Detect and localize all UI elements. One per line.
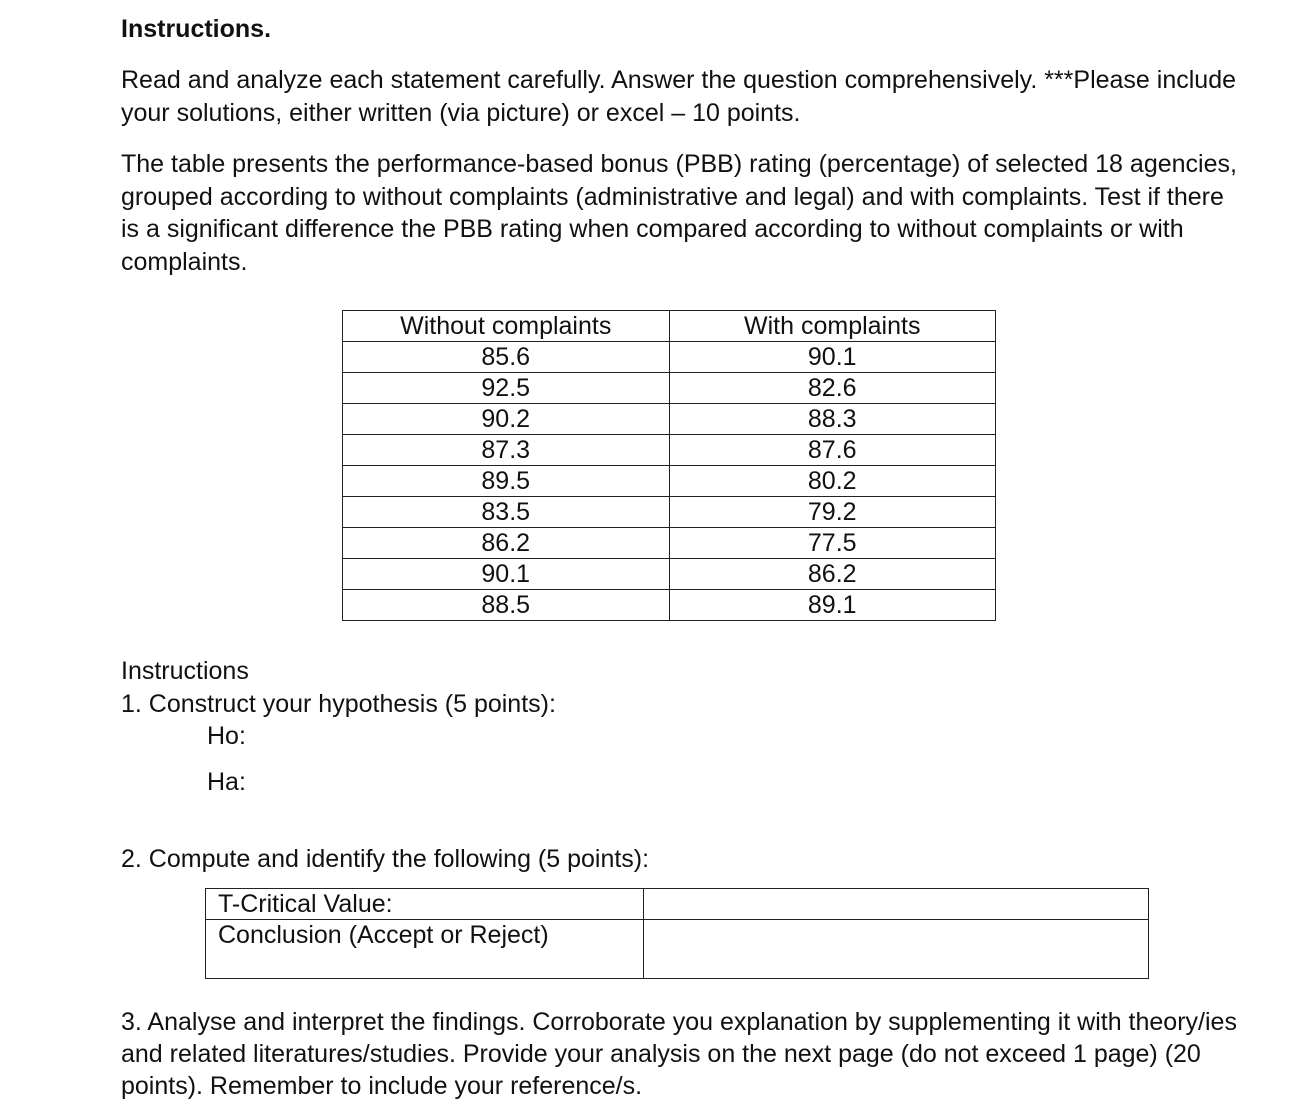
cell-with: 82.6 [669,373,996,404]
table-row [343,404,996,435]
header-with-complaints: With complaints [669,311,996,342]
table-row [343,559,996,590]
cell-with: 86.2 [669,559,996,590]
cell-without: 89.5 [343,466,670,497]
table-row [343,435,996,466]
cell-with: 88.3 [669,404,996,435]
answer-row-conclusion [206,920,1149,979]
answer-row-t-critical [206,889,1149,920]
t-critical-label: T-Critical Value: [206,889,644,920]
question-3: 3. Analyse and interpret the findings. Corroborate you explanation by supplementing it with theory/ies and related literatures/studies. Provide your analysis on the next page (do not exceed 1 page) (20 points). Remember to include your reference/s. [121,1008,1237,1100]
question-1: 1. Construct your hypothesis (5 points): [121,690,556,718]
header-without-complaints: Without complaints [343,311,670,342]
cell-with: 89.1 [669,590,996,621]
cell-with: 90.1 [669,342,996,373]
cell-without: 90.2 [343,404,670,435]
table-row [343,528,996,559]
alternative-hypothesis-label: Ha: [207,768,246,796]
cell-without: 92.5 [343,373,670,404]
cell-without: 87.3 [343,435,670,466]
cell-with: 80.2 [669,466,996,497]
pbb-data-table [342,310,996,621]
conclusion-label: Conclusion (Accept or Reject) [206,920,644,979]
instructions-heading: Instructions. [121,15,272,43]
cell-without: 85.6 [343,342,670,373]
cell-with: 79.2 [669,497,996,528]
intro-paragraph: Read and analyze each statement carefully. Answer the question comprehensively. ***Please include your solutions, either written (via picture) or excel – 10 points. [121,66,1237,127]
t-critical-answer-cell[interactable] [644,889,1149,920]
conclusion-answer-cell[interactable] [644,920,1149,979]
question-2: 2. Compute and identify the following (5 points): [121,845,650,873]
cell-without: 88.5 [343,590,670,621]
cell-without: 86.2 [343,528,670,559]
table-row [343,497,996,528]
cell-with: 87.6 [669,435,996,466]
cell-with: 77.5 [669,528,996,559]
table-row [343,466,996,497]
null-hypothesis-label: Ho: [207,722,246,750]
table-row [343,342,996,373]
instructions-label: Instructions [121,657,249,685]
table-row [343,373,996,404]
answer-table [205,888,1149,979]
table-row [343,590,996,621]
cell-without: 90.1 [343,559,670,590]
problem-paragraph: The table presents the performance-based bonus (PBB) rating (percentage) of selected 18 agencies, grouped according to without complaints (administrative and legal) and with complaints. Test if there is a significant difference the PBB rating when compared according to without complaints or with complaints. [121,150,1237,276]
table-header-row [343,311,996,342]
cell-without: 83.5 [343,497,670,528]
